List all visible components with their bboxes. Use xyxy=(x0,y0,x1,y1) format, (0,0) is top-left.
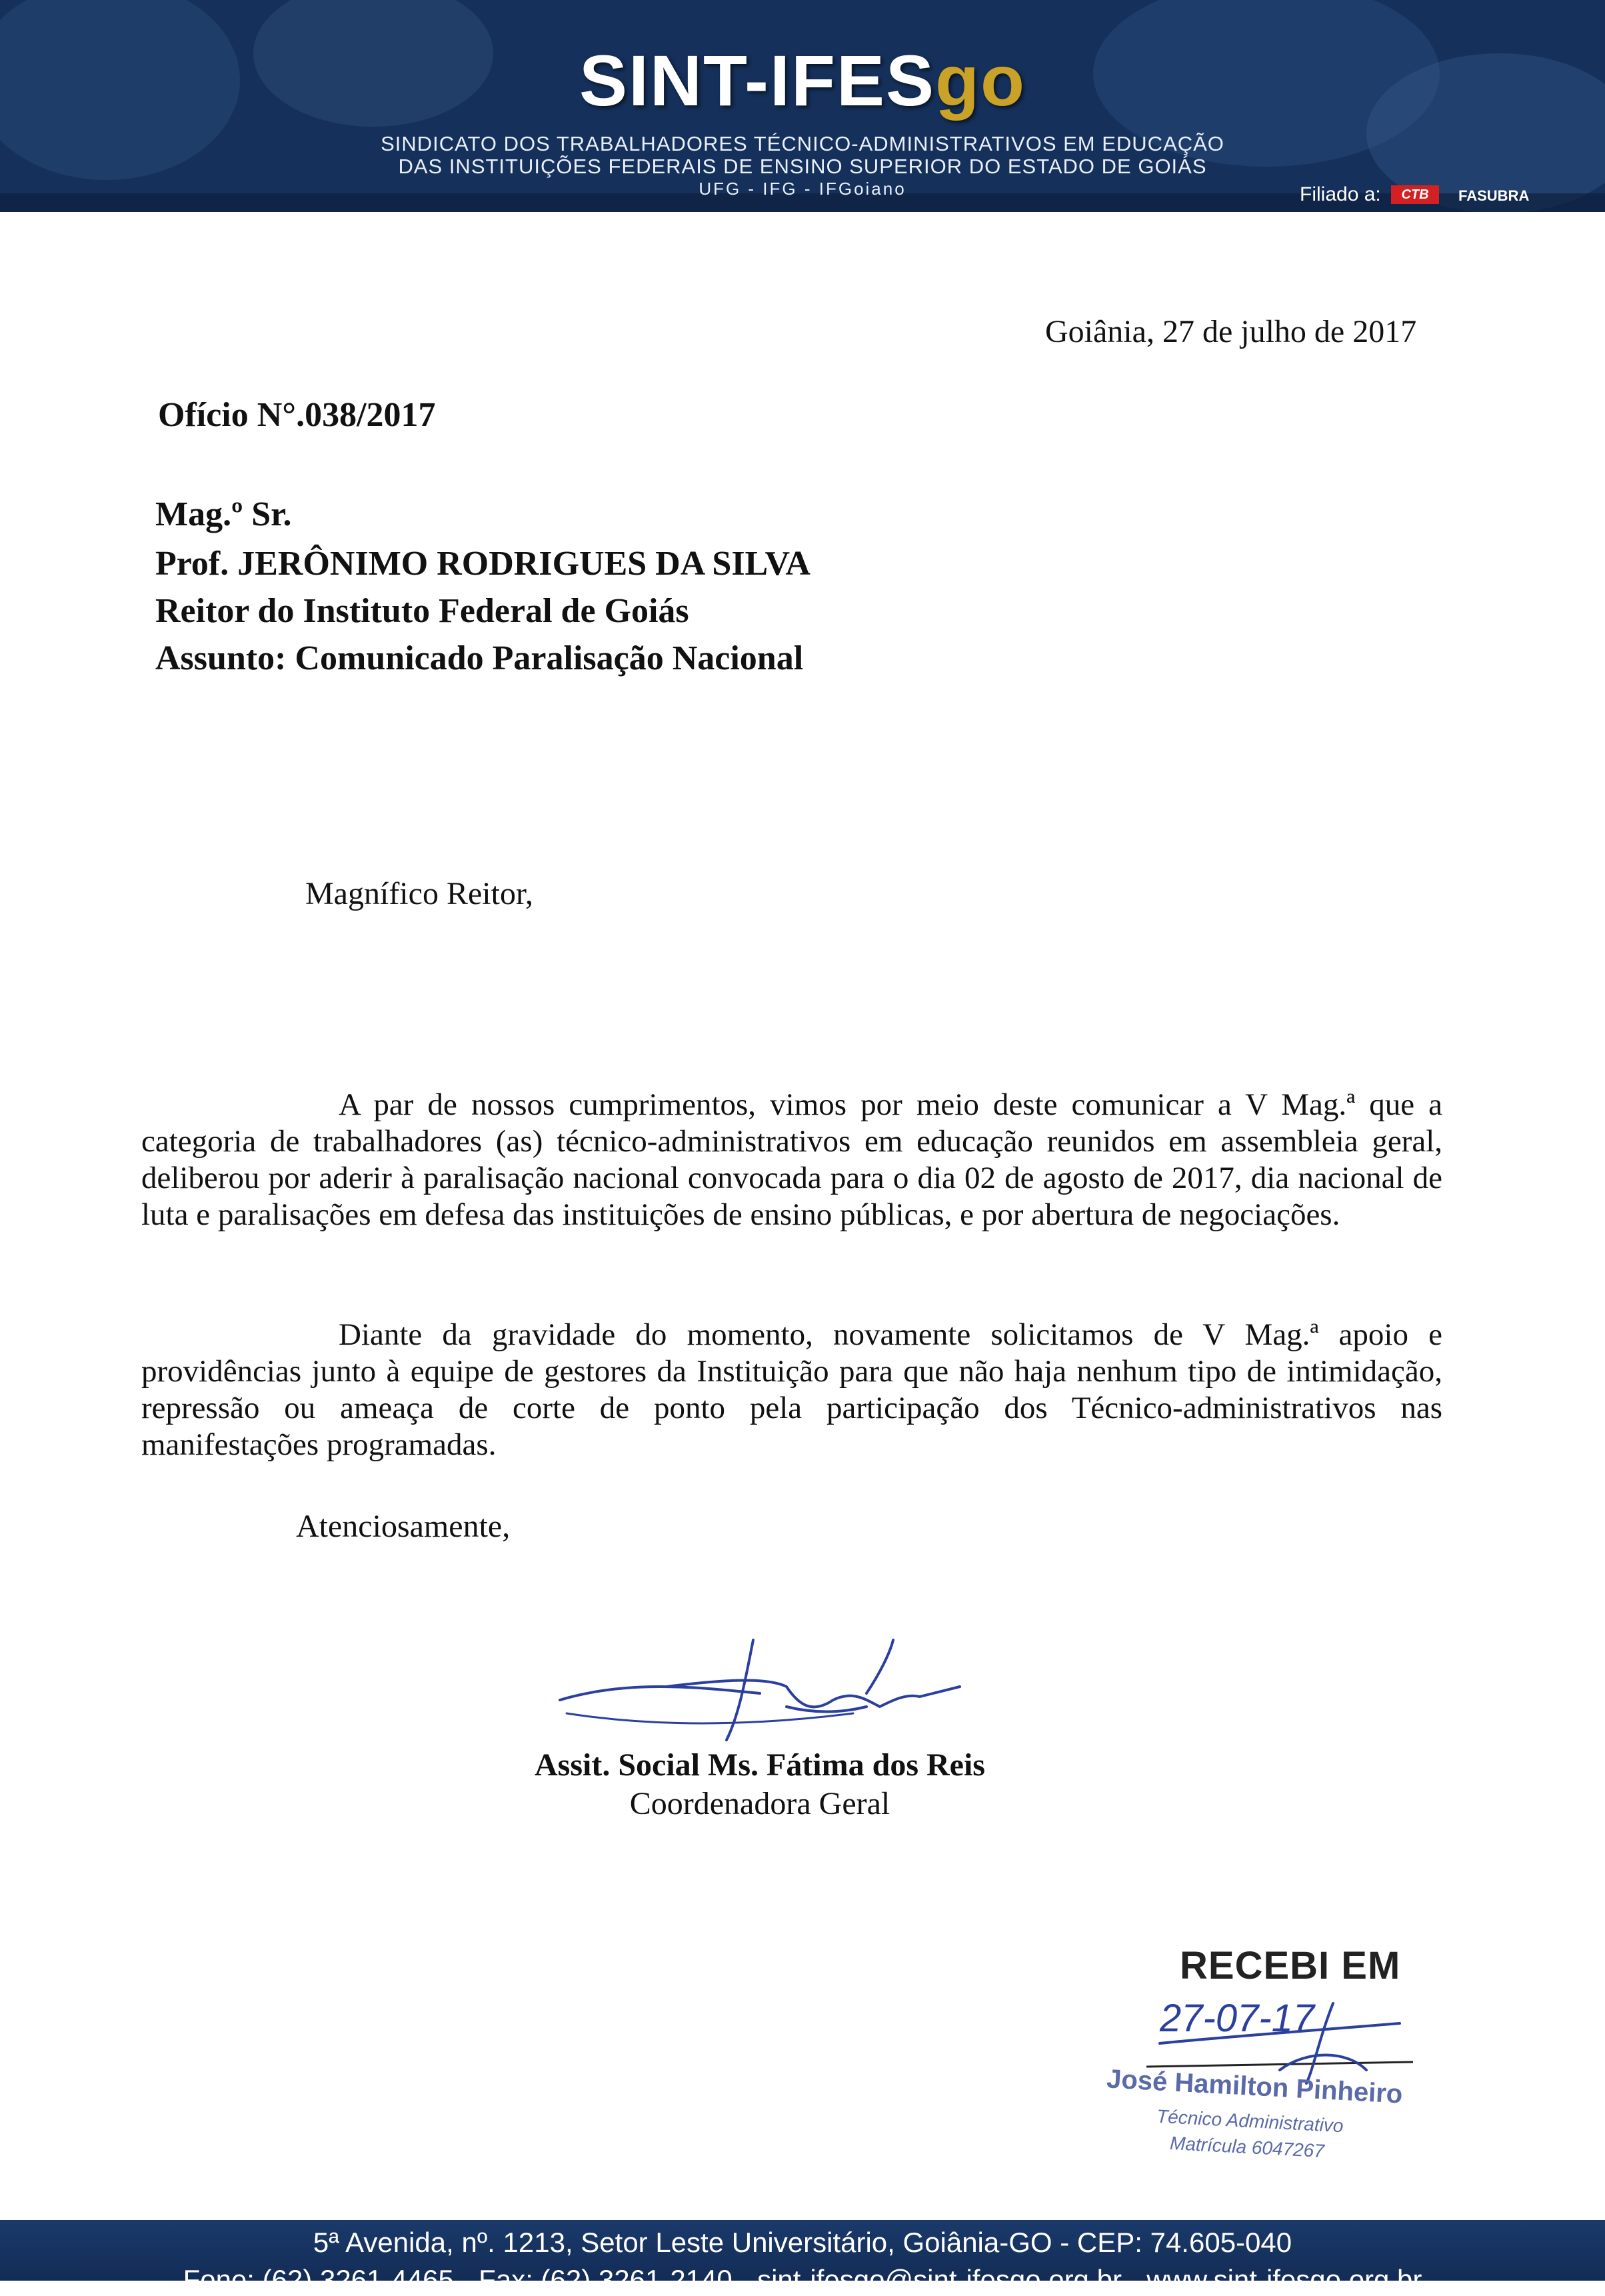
received-date-handwritten: 27-07-17 xyxy=(1160,1997,1315,2040)
fasubra-logo: FASUBRA xyxy=(1458,187,1530,204)
body-paragraph: Diante da gravidade do momento, novamente solicitamos de V Mag.ª apoio e providências junto à equipe de gestores da Instituição para que não haja nenhum tipo de intimidação, repressão ou ameaça de corte de ponto pela participação dos Técnico-administrativos nas manifestações programadas. xyxy=(141,1317,1442,1462)
ctb-logo: CTB xyxy=(1391,185,1439,204)
union-full-name-line2: DAS INSTITUIÇÕES FEDERAIS DE ENSINO SUPERIOR DO ESTADO DE GOIÁS xyxy=(398,155,1207,178)
recipient-name: Prof. JERÔNIMO RODRIGUES DA SILVA xyxy=(155,545,810,583)
place-date: Goiânia, 27 de julho de 2017 xyxy=(1045,314,1417,349)
letter-subject: Assunto: Comunicado Paralisação Nacional xyxy=(155,639,804,677)
recipient-salutation: Mag.º Sr. xyxy=(155,495,292,533)
union-institutions: UFG - IFG - IFGoiano xyxy=(699,179,906,199)
letterhead-footer xyxy=(0,2220,1605,2295)
receiver-role: Técnico Administrativo xyxy=(1156,2105,1344,2137)
closing: Atenciosamente, xyxy=(296,1509,511,1544)
greeting: Magnífico Reitor, xyxy=(305,876,533,911)
affiliation-label: Filiado a: xyxy=(1300,183,1381,205)
received-stamp-heading: RECEBI EM xyxy=(1180,1944,1401,1987)
signer-role: Coordenadora Geral xyxy=(629,1786,890,1821)
handwritten-signature xyxy=(547,1613,1013,1760)
footer-contact: Fone: (62) 3261-4465 - Fax: (62) 3261-2140 - sint-ifesgo@sint-ifesgo.org.br - www.sint-ifesgo.org.br xyxy=(183,2264,1422,2295)
letter-reference: Ofício N°.038/2017 xyxy=(158,396,436,434)
recipient-title: Reitor do Instituto Federal de Goiás xyxy=(155,592,689,630)
receiver-name: José Hamilton Pinheiro xyxy=(1106,2064,1404,2109)
footer-address: 5ª Avenida, nº. 1213, Setor Leste Universitário, Goiânia-GO - CEP: 74.605-040 xyxy=(313,2227,1292,2258)
body-paragraph: A par de nossos cumprimentos, vimos por meio deste comunicar a V Mag.ª que a categoria de trabalhadores (as) técnico-administrativos em educação reunidos em assembleia geral, deliberou por aderir à paralisação nacional convocada para o dia 02 de agosto de 2017, dia nacional de luta e paralisações em defesa das instituições de ensino públicas, e por abertura de negociações. xyxy=(141,1087,1442,1232)
receiver-registration: Matrícula 6047267 xyxy=(1169,2132,1325,2162)
signer-name: Assit. Social Ms. Fátima dos Reis xyxy=(535,1747,985,1783)
union-logo-title: SINT-IFESgo xyxy=(579,40,1026,121)
union-full-name-line1: SINDICATO DOS TRABALHADORES TÉCNICO-ADMINISTRATIVOS EM EDUCAÇÃO xyxy=(381,132,1224,155)
letterhead-banner xyxy=(0,0,1605,212)
